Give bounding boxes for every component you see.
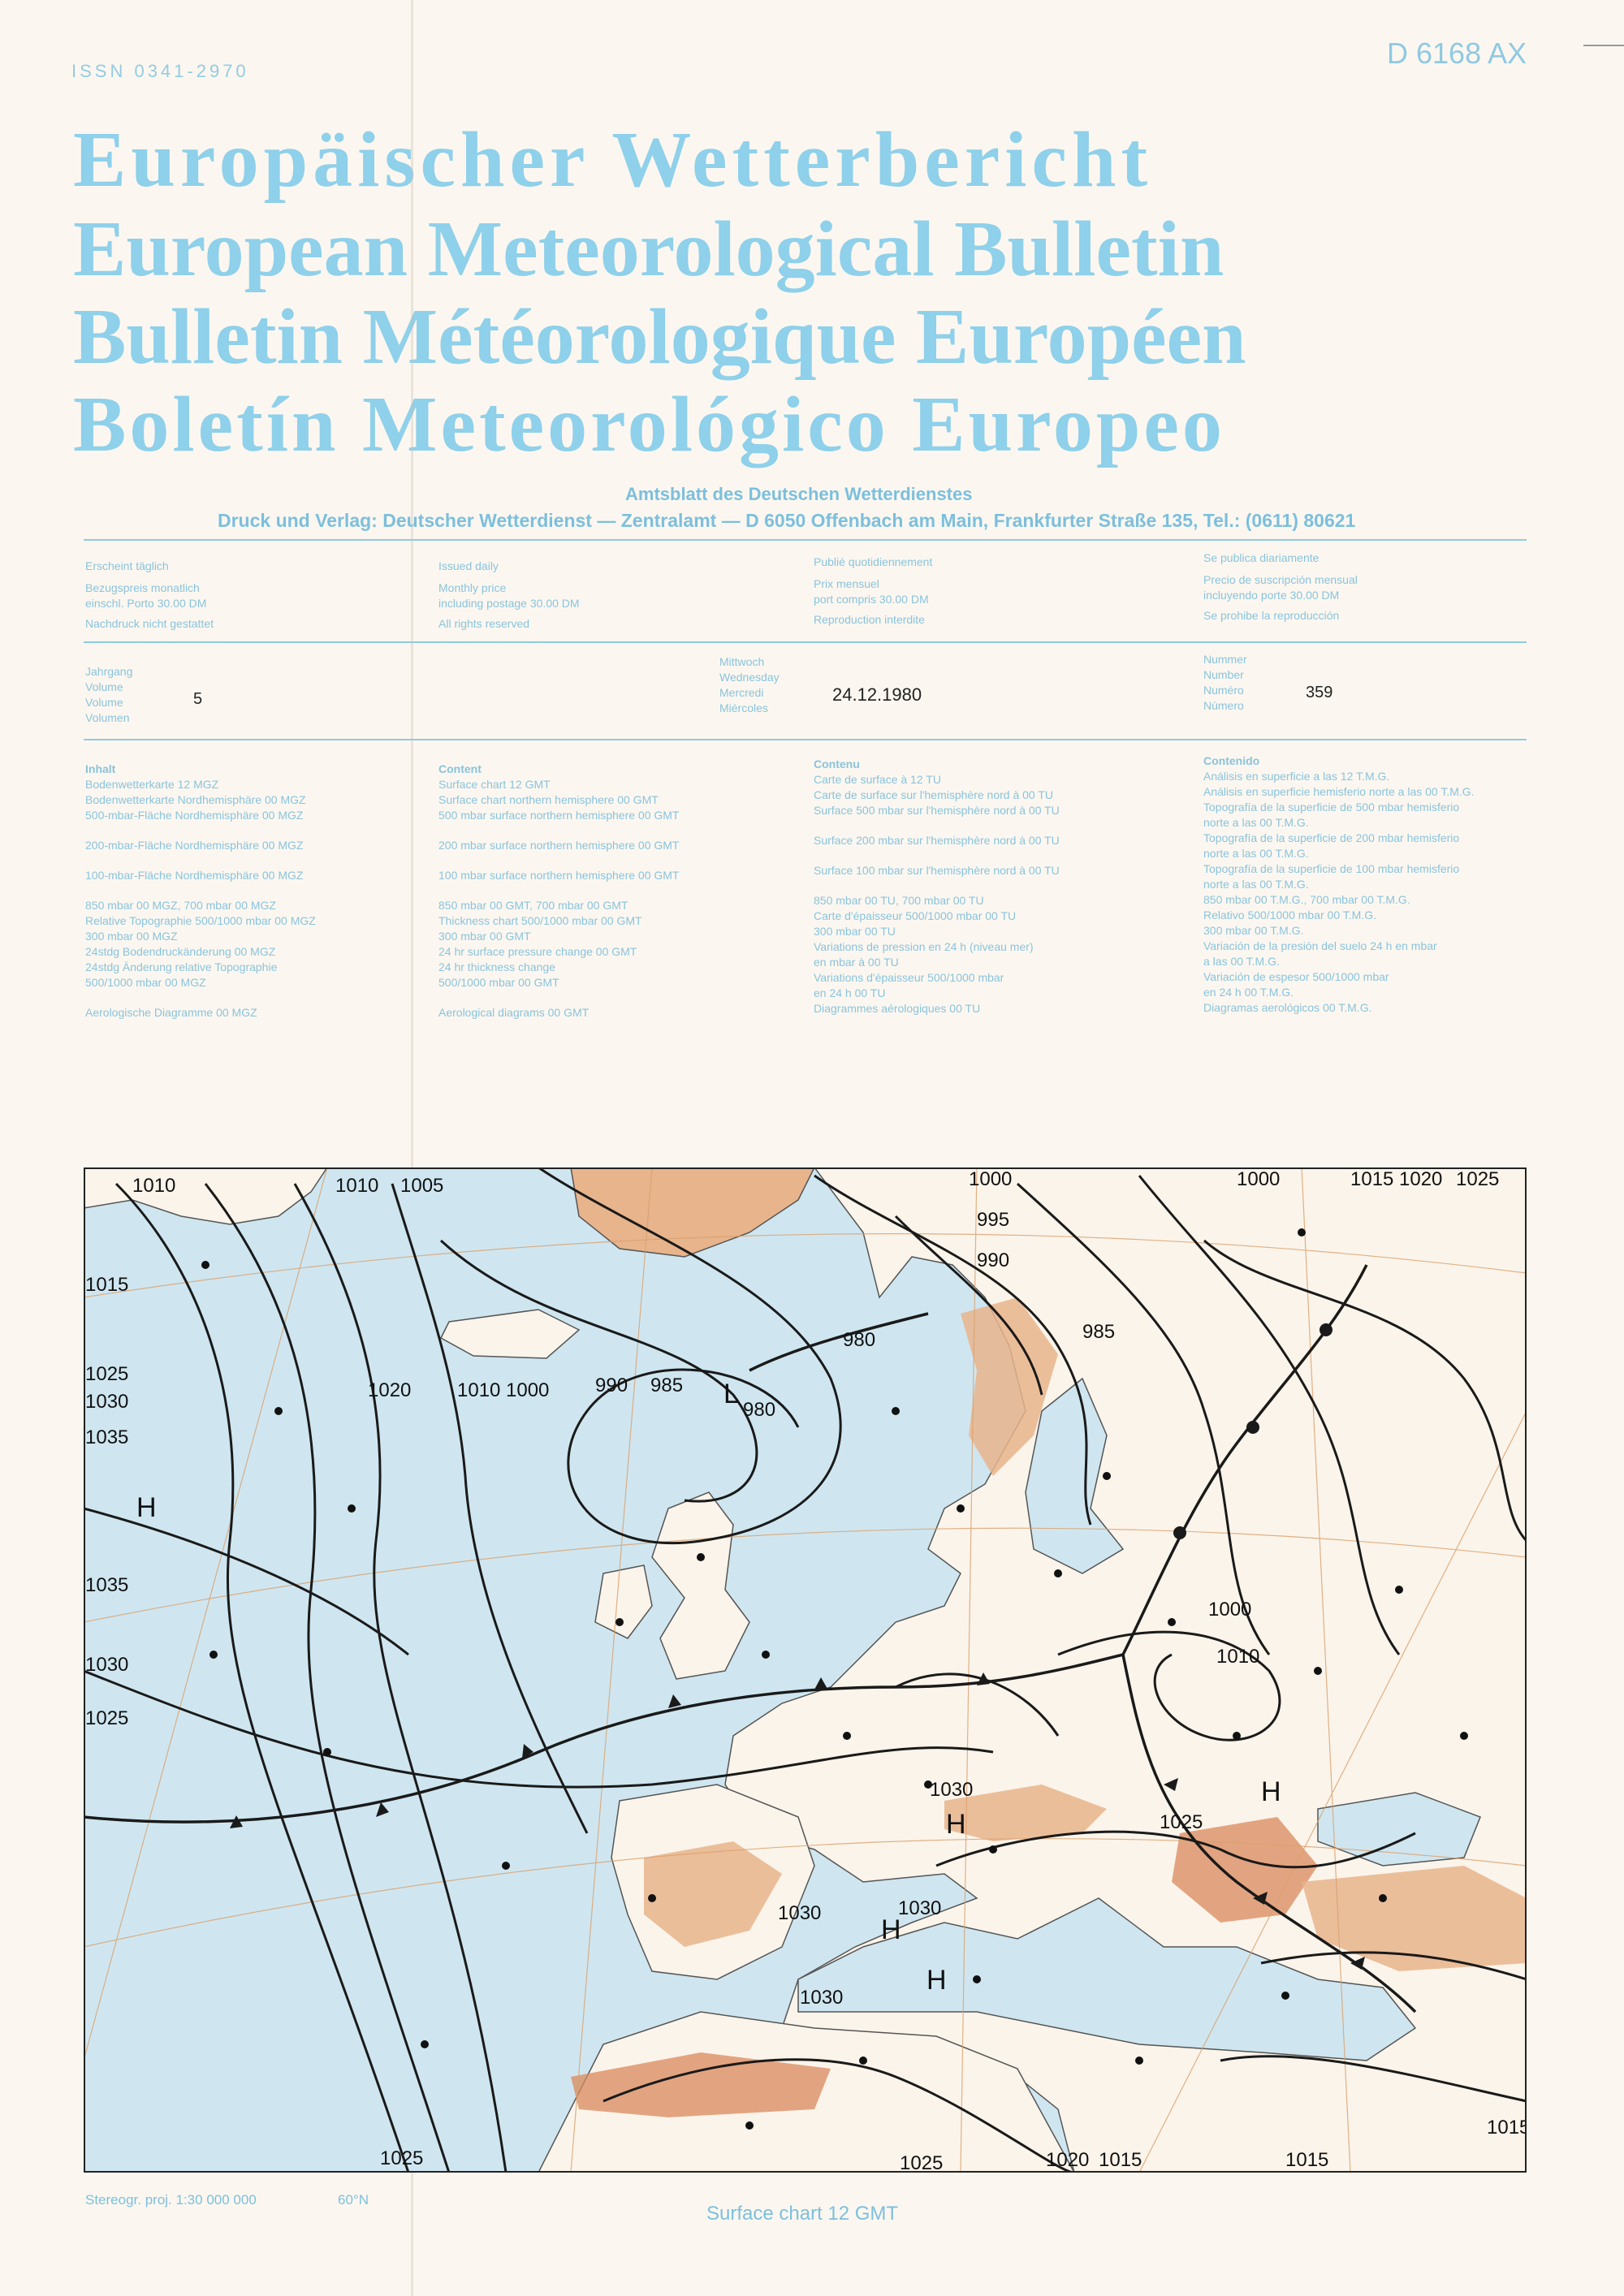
isobar-label: 1025 [1160, 1811, 1203, 1833]
issue-number: 359 [1306, 684, 1333, 701]
publisher-line-1: Amtsblatt des Deutschen Wetterdienstes [625, 484, 973, 504]
isobar-label: 990 [595, 1375, 628, 1396]
isobar-label: 995 [977, 1209, 1010, 1231]
isobar-label: 1015 [1285, 2149, 1329, 2171]
isobar-label: 990 [977, 1249, 1010, 1271]
contents-german: Inhalt Bodenwetterkarte 12 MGZ Bodenwetterkarte Nordhemisphäre 00 MGZ 500-mbar-Fläche Nordhemisphäre 00 MGZ 200-mbar-Fläche Nordhemisphäre 00 MGZ 100-mbar-Fläche Nordhemisphäre 00 MGZ 850 mbar 00 MGZ, 700 mbar 00 MGZ Relative Topographie 500/1000 mbar 00 MGZ 300 mbar 00 MGZ 24stdg Bodendruckänderung 00 MGZ 24stdg Änderung relative Topographie 500/1000 mbar 00 MGZ Aerologische Diagramme 00 MGZ [85, 762, 316, 1019]
isobar-label: 980 [743, 1399, 776, 1421]
isobar-label: 1020 [1046, 2149, 1090, 2171]
isobar-label: 1030 [800, 1987, 844, 2009]
isobar-label: 1035 [85, 1574, 129, 1596]
isobar-label: 1025 [900, 2152, 944, 2173]
isobar-label: 1015 [1350, 1168, 1394, 1190]
volume-labels: Jahrgang Volume Volume Volumen [85, 665, 133, 724]
issn: ISSN 0341-2970 [71, 61, 249, 81]
publisher-line-2: Druck und Verlag: Deutscher Wetterdienst — Zentralamt — D 6050 Offenbach am Main, Frankfurter Straße 135, Tel.: (0611) 80621 [218, 510, 1356, 531]
map-caption: Surface chart 12 GMT [706, 2203, 899, 2225]
latitude-note: 60°N [338, 2192, 369, 2208]
title-spanish: Boletín Meteorológico Europeo [73, 381, 1225, 468]
info-german: Erscheint täglich Bezugspreis monatlich einschl. Porto 30.00 DM Nachdruck nicht gestattet [85, 559, 214, 630]
isobar-label: 1000 [506, 1379, 550, 1401]
number-labels: Nummer Number Numéro Número [1203, 653, 1247, 712]
isobar-label: 1025 [1456, 1168, 1500, 1190]
divider [84, 539, 1527, 541]
isobar-label: 1025 [85, 1707, 129, 1729]
isobar-label: 1030 [898, 1897, 942, 1919]
isobar-label: 1000 [1237, 1168, 1281, 1190]
isobar-label: 1025 [380, 2147, 424, 2169]
isobar-label: 1010 [1216, 1646, 1260, 1668]
info-english: Issued daily Monthly price including postage 30.00 DM All rights reserved [438, 559, 580, 630]
corner-rule [1583, 45, 1624, 46]
isobar-label: 1010 [335, 1175, 379, 1197]
map-canvas [84, 1167, 1527, 2173]
high-pressure-center: H [926, 1965, 947, 1996]
isobar-label: 1035 [85, 1426, 129, 1448]
isobar-label: 1000 [1208, 1599, 1252, 1621]
isobar-label: 1020 [1399, 1168, 1443, 1190]
high-pressure-center: H [946, 1809, 966, 1840]
day-labels: Mittwoch Wednesday Mercredi Miércoles [719, 655, 780, 714]
isobar-label: 1030 [778, 1902, 822, 1924]
isobar-label: 1015 [1099, 2149, 1142, 2171]
volume-value: 5 [193, 690, 203, 708]
isobar-label: 985 [650, 1375, 684, 1396]
isobar-label: 1010 [132, 1175, 176, 1197]
high-pressure-center: H [136, 1492, 157, 1523]
isobar-label: 1010 [457, 1379, 501, 1401]
title-german: Europäischer Wetterbericht [73, 116, 1153, 204]
isobar-label: 1020 [368, 1379, 412, 1401]
title-english: European Meteorological Bulletin [73, 205, 1224, 293]
low-pressure-center: L [723, 1379, 739, 1409]
isobar-label: 1025 [85, 1363, 129, 1385]
divider [84, 739, 1527, 740]
title-french: Bulletin Météorologique Européen [73, 293, 1246, 381]
projection-note: Stereogr. proj. 1:30 000 000 [85, 2192, 257, 2208]
high-pressure-center: H [1261, 1776, 1281, 1807]
isobar-label: 1030 [930, 1779, 974, 1801]
info-spanish: Se publica diariamente Precio de suscripción mensual incluyendo porte 30.00 DM Se prohibe la reproducción [1203, 551, 1358, 622]
isobar-label: 1015 [1487, 2117, 1527, 2138]
isobar-label: 980 [843, 1329, 876, 1351]
info-french: Publié quotidiennement Prix mensuel port compris 30.00 DM Reproduction interdite [814, 555, 933, 626]
isobar-label: 1015 [85, 1274, 129, 1296]
isobar-label: 1030 [85, 1391, 129, 1413]
isobar-label: 985 [1082, 1321, 1116, 1343]
isobar-label: 1000 [969, 1168, 1013, 1190]
isobar-label: 1030 [85, 1654, 129, 1676]
isobar-label: 1005 [400, 1175, 444, 1197]
divider [84, 641, 1527, 643]
document-code: D 6168 AX [1387, 37, 1527, 70]
high-pressure-center: H [881, 1914, 901, 1945]
issue-date: 24.12.1980 [832, 684, 922, 705]
contents-english: Content Surface chart 12 GMT Surface chart northern hemisphere 00 GMT 500 mbar surface northern hemisphere 00 GMT 200 mbar surface northern hemisphere 00 GMT 100 mbar surface northern hemisphere 00 GMT 850 mbar 00 GMT, 700 mbar 00 GMT Thickness chart 500/1000 mbar 00 GMT 300 mbar 00 GMT 24 hr surface pressure change 00 GMT 24 hr thickness change 500/1000 mbar 00 GMT Aerological diagrams 00 GMT [438, 762, 680, 1019]
contents-french: Contenu Carte de surface à 12 TU Carte de surface sur l'hemisphère nord à 00 TU Surface 500 mbar sur l'hemisphère nord à 00 TU Surface 200 mbar sur l'hemisphère nord à 00 TU Surface 100 mbar sur l'hemisphère nord à 00 TU 850 mbar 00 TU, 700 mbar 00 TU Carte d'épaisseur 500/1000 mbar 00 TU 300 mbar 00 TU Variations de pression en 24 h (niveau mer) en mbar à 00 TU Variations d'épaisseur 500/1000 mbar en 24 h 00 TU Diagrammes aérologiques 00 TU [814, 757, 1060, 1015]
contents-spanish: Contenido Análisis en superficie a las 12 T.M.G. Análisis en superficie hemisferio norte a las 00 T.M.G. Topografía de la superficie de 500 mbar hemisferio norte a las 00 T.M.G. Topografía de la superficie de 200 mbar hemisferio norte a las 00 T.M.G. Topografía de la superficie de 100 mbar hemisferio norte a las 00 T.M.G. 850 mbar 00 T.M.G., 700 mbar 00 T.M.G. Relativo 500/1000 mbar 00 T.M.G. 300 mbar 00 T.M.G. Variación de la presión del suelo 24 h en mbar a las 00 T.M.G. Variación de espesor 500/1000 mbar en 24 h 00 T.M.G. Diagramas aerológicos 00 T.M.G. [1203, 754, 1475, 1014]
surface-weather-map [84, 1167, 1527, 2173]
